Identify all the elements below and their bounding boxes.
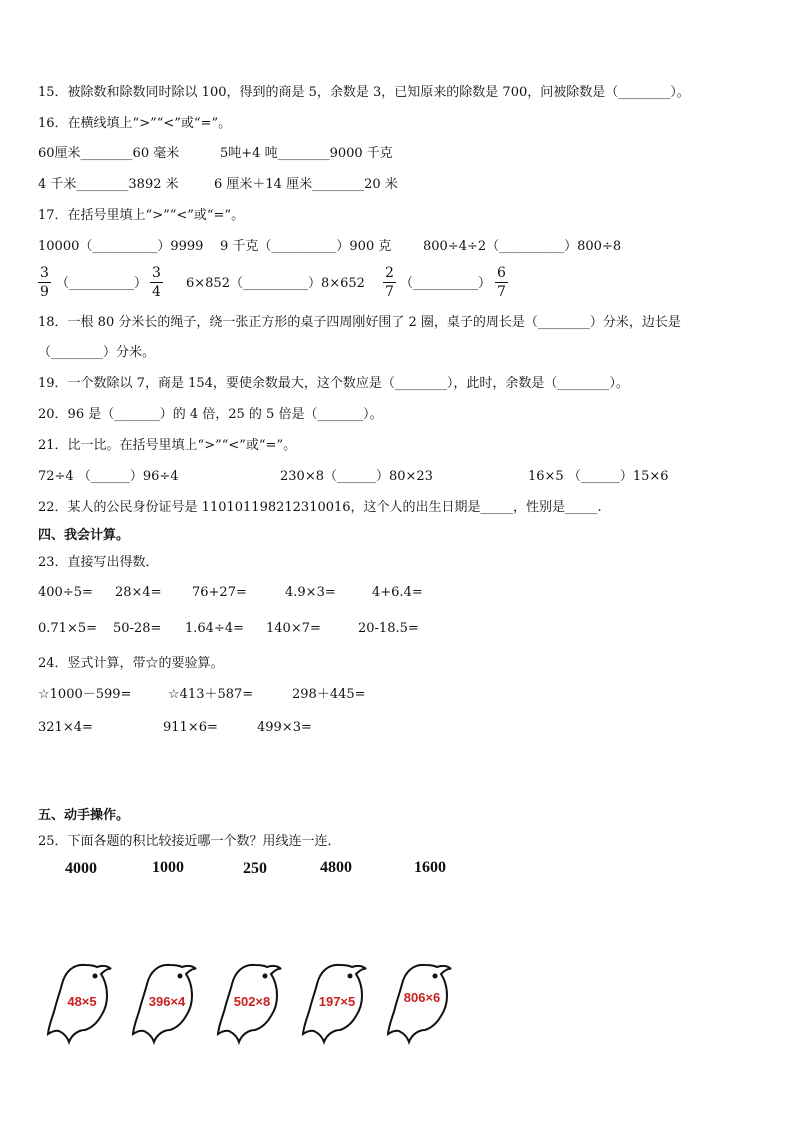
question-25-title: 25．下面各题的积比较接近哪一个数？用线连一连． — [38, 834, 341, 849]
q21-item-1: 72÷4 （______）96÷4 — [38, 469, 179, 484]
target-number-3: 250 — [243, 860, 267, 877]
q24-item-4: 321×4= — [38, 720, 93, 735]
dolphin-expression: 806×6 — [403, 990, 441, 1005]
q17-item-1: 10000（__________）9999 — [38, 239, 204, 254]
question-19: 19．一个数除以 7，商是 154，要使余数最大，这个数应是（________），此时，余数是（________）。 — [38, 376, 629, 391]
fraction-3-9: 3 9 — [40, 265, 49, 300]
q23-item-4: 4.9×3= — [285, 585, 336, 600]
q23-item-10: 20-18.5= — [358, 621, 419, 636]
q23-item-5: 4+6.4= — [372, 585, 423, 600]
q24-item-6: 499×3= — [257, 720, 312, 735]
question-17-title: 17．在括号里填上“>”“<”或“=”。 — [38, 208, 245, 223]
q23-item-1: 400÷5= — [38, 585, 93, 600]
section-5-heading: 五、动手操作。 — [38, 808, 130, 823]
q24-item-2: ☆413＋587= — [168, 687, 254, 702]
question-16-title: 16．在横线填上“>”“<”或“=”。 — [38, 116, 232, 131]
dolphin-expression: 197×5 — [318, 994, 356, 1009]
question-24-title: 24．竖式计算，带☆的要验算。 — [38, 656, 224, 671]
q23-item-3: 76+27= — [192, 585, 247, 600]
question-18-line-2: （________）分米。 — [38, 345, 156, 360]
dolphin-card-5[interactable] — [385, 960, 455, 1050]
dolphin-expression: 502×8 — [233, 994, 271, 1009]
q16-item-4: 6 厘米＋14 厘米________20 米 — [214, 177, 398, 192]
dolphin-expression: 396×4 — [148, 994, 186, 1009]
q17-bracket-2: （__________） — [400, 276, 492, 291]
fraction-6-7: 6 7 — [497, 265, 506, 300]
q24-item-5: 911×6= — [163, 720, 218, 735]
q24-item-1: ☆1000－599= — [38, 687, 132, 702]
dolphin-icon — [385, 960, 455, 1050]
question-20: 20．96 是（_______）的 4 倍，25 的 5 倍是（_______）。 — [38, 407, 383, 422]
q16-item-3: 4 千米________3892 米 — [38, 177, 179, 192]
dolphin-card-2[interactable] — [130, 960, 200, 1050]
q21-item-2: 230×8（______）80×23 — [280, 469, 433, 484]
dolphin-card-3[interactable] — [215, 960, 285, 1050]
fraction-3-4: 3 4 — [152, 265, 161, 300]
dolphin-card-1[interactable] — [45, 960, 115, 1050]
q17-bracket-1: （__________） — [56, 276, 148, 291]
target-number-2: 1000 — [152, 859, 184, 876]
question-15: 15．被除数和除数同时除以 100，得到的商是 5，余数是 3，已知原来的除数是 700，问被除数是（________）。 — [38, 85, 690, 100]
q21-item-3: 16×5 （______）15×6 — [528, 469, 669, 484]
q23-item-9: 140×7= — [266, 621, 321, 636]
target-number-1: 4000 — [65, 860, 97, 877]
question-18-line-1: 18．一根 80 分米长的绳子，绕一张正方形的桌子四周刚好围了 2 圈，桌子的周长是（________）分米，边长是 — [38, 315, 681, 330]
target-number-4: 4800 — [320, 859, 352, 876]
q23-item-2: 28×4= — [115, 585, 162, 600]
q17-item-2: 9 千克（__________）900 克 — [220, 239, 392, 254]
fraction-2-7: 2 7 — [385, 265, 394, 300]
q17-item-5: 6×852（__________）8×652 — [186, 276, 365, 291]
section-4-heading: 四、我会计算。 — [38, 528, 130, 543]
question-23-title: 23．直接写出得数． — [38, 555, 159, 570]
q17-item-3: 800÷4÷2（__________）800÷8 — [423, 239, 622, 254]
q16-item-1: 60厘米________60 毫米 — [38, 146, 180, 161]
dolphin-card-4[interactable] — [300, 960, 370, 1050]
question-22: 22．某人的公民身份证号是 110101198212310016，这个人的出生日期是_____，性别是_____. — [38, 500, 602, 515]
dolphin-expression: 48×5 — [67, 994, 97, 1009]
q24-item-3: 298＋445= — [292, 687, 366, 702]
q23-item-7: 50-28= — [113, 621, 162, 636]
q23-item-8: 1.64÷4= — [185, 621, 245, 636]
q23-item-6: 0.71×5= — [38, 621, 98, 636]
target-number-5: 1600 — [414, 859, 446, 876]
question-21-title: 21．比一比。在括号里填上“>”“<”或“=”。 — [38, 438, 297, 453]
q16-item-2: 5吨+4 吨________9000 千克 — [220, 146, 393, 161]
